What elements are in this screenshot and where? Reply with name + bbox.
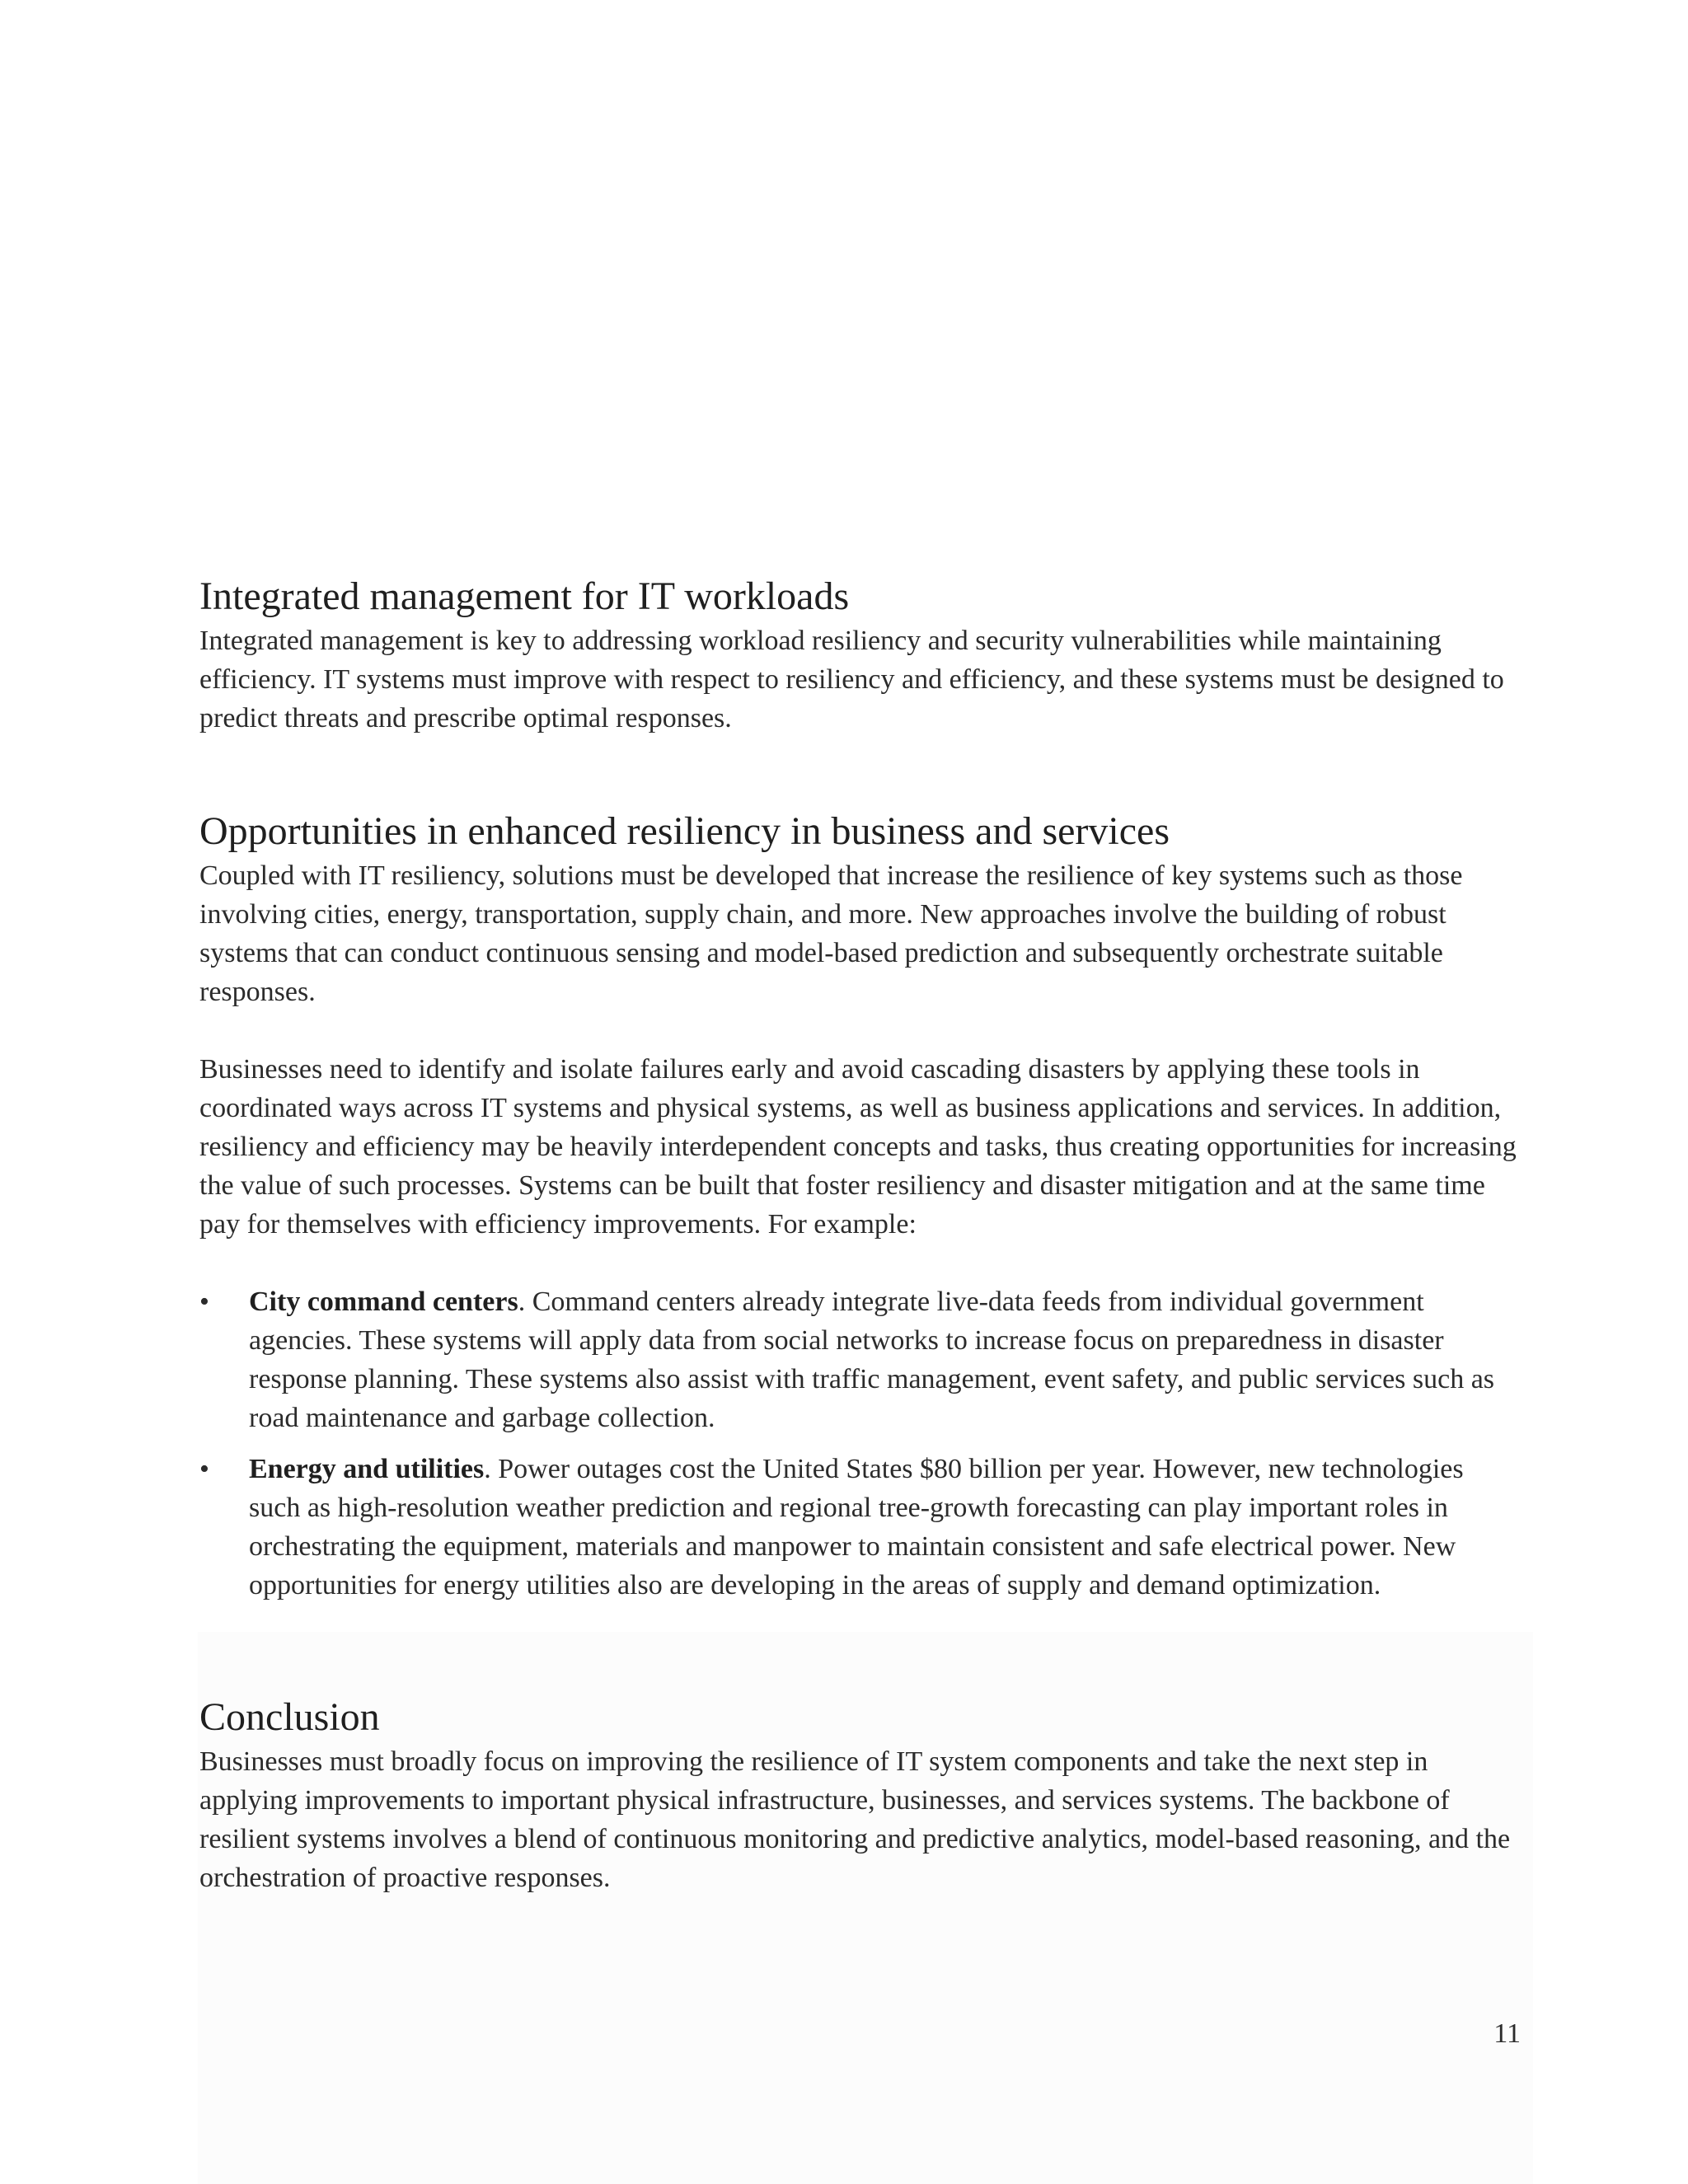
section-opportunities [199,807,1518,1605]
bullet-text: . Power outages cost the United States $80 billion per year. However, new technologies such as high-resolution weather prediction and regional tree-growth forecasting can play important roles in orchestrating the equipment, materials and manpower to maintain consistent and safe electrical power. New opportunities for energy utilities also are developing in the areas of supply and demand optimization. [249,1454,1464,1601]
paragraph: Coupled with IT resiliency, solutions must be developed that increase the resilience of key systems such as those involving cities, energy, transportation, supply chain, and more. New approaches involve the building of robust systems that can conduct continuous sensing and model-based prediction and subsequently orchestrate suitable responses. [199,860,1463,1007]
section-heading: Opportunities in enhanced resiliency in business and services [199,809,1170,853]
paragraph: Integrated management is key to addressing workload resiliency and security vulnerabilities while maintaining efficiency. IT systems must improve with respect to resiliency and efficiency, and these systems must be designed to predict threats and prescribe optimal responses. [199,626,1504,733]
paragraph: Businesses need to identify and isolate failures early and avoid cascading disasters by applying these tools in coordinated ways across IT systems and physical systems, as well as business applications and services. In addition, resiliency and efficiency may be heavily interdependent concepts and tasks, thus creating opportunities for increasing the value of such processes. Systems can be built that foster resiliency and disaster mitigation and at the same time pay for themselves with efficiency improvements. For example: [199,1054,1517,1240]
page-number: 11 [1493,2018,1521,2049]
bullet-icon: • [199,1454,209,1484]
section-integrated-management [199,572,1518,738]
document-body [199,572,1518,1897]
list-item [199,1282,1518,1437]
section-heading: Conclusion [199,1695,380,1739]
bullet-icon: • [199,1286,209,1317]
bullet-text: . Command centers already integrate live-data feeds from individual government agencies. These systems will apply data from social networks to increase focus on preparedness in disaster response planning. These systems also assist with traffic management, event safety, and public services such as road maintenance and garbage collection. [249,1286,1495,1433]
bullet-lead: City command centers [249,1286,518,1317]
bullet-lead: Energy and utilities [249,1454,485,1484]
paragraph: Businesses must broadly focus on improving the resilience of IT system components and take the next step in applying improvements to important physical infrastructure, businesses, and services systems. The backbone of resilient systems involves a blend of continuous monitoring and predictive analytics, model-based reasoning, and the orchestration of proactive responses. [199,1746,1511,1893]
list-item [199,1450,1518,1605]
section-conclusion [199,1693,1518,1897]
section-heading: Integrated management for IT workloads [199,574,850,618]
bullet-list [199,1282,1518,1605]
